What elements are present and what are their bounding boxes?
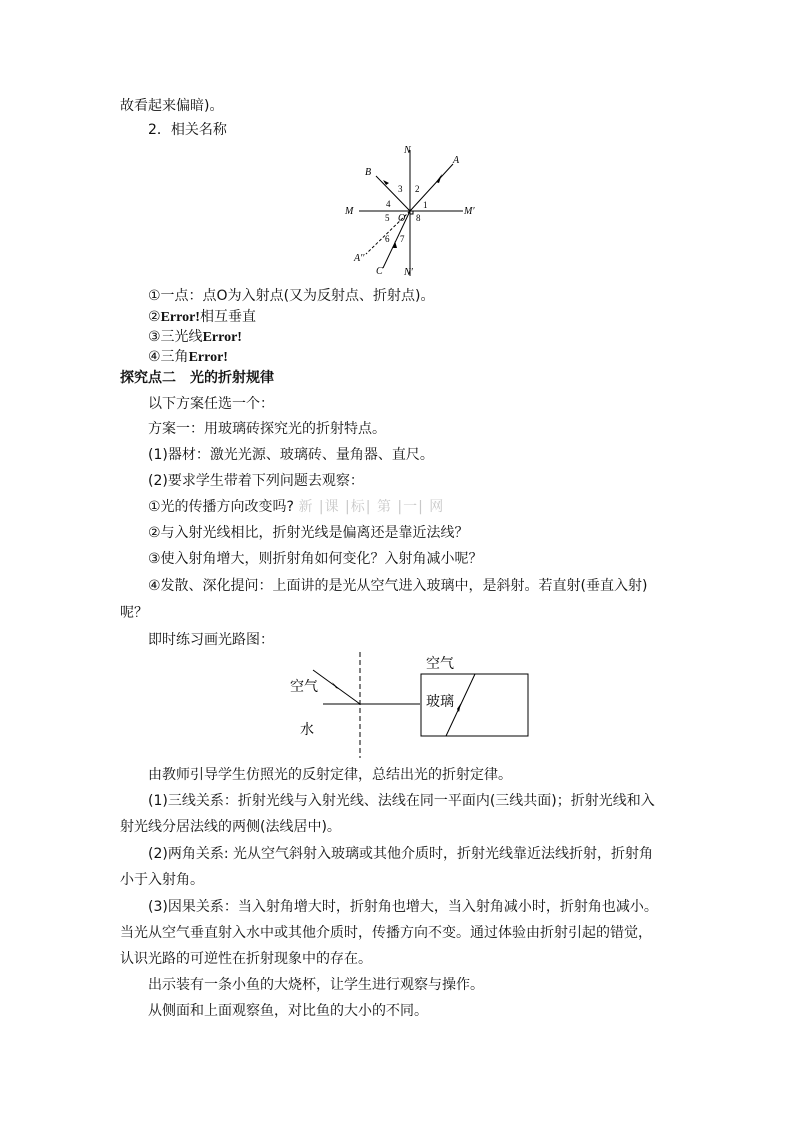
label-n-prime: N′ — [404, 267, 413, 278]
angle-1: 1 — [423, 200, 428, 210]
text-line: 呢？ — [120, 605, 148, 621]
text-line: 射光线分居法线的两侧(法线居中)。 — [120, 819, 341, 835]
angle-8: 8 — [416, 213, 421, 223]
error-text: Error! — [188, 350, 228, 365]
text-line: 故看起来偏暗)。 — [120, 98, 224, 114]
label-n: N — [404, 145, 411, 156]
label-m: M — [345, 206, 354, 217]
text-line — [148, 498, 444, 516]
label-a: A — [453, 155, 460, 166]
label-glass: 玻璃 — [426, 694, 454, 710]
text-line — [148, 348, 228, 367]
text-line: 出示装有一条小鱼的大烧杯，让学生进行观察与操作。 — [148, 977, 484, 993]
angle-2: 2 — [415, 184, 420, 194]
section-heading: 探究点二 光的折射规律 — [120, 370, 274, 386]
label-o: O — [398, 213, 406, 224]
text-line: 认识光路的可逆性在折射现象中的存在。 — [120, 951, 372, 967]
label-a-prime: A′′ — [354, 253, 365, 264]
label-c: C — [376, 266, 383, 277]
text-fragment: ④三角 — [148, 349, 189, 365]
text-line: (1)三线关系：折射光线与入射光线、法线在同一平面内(三线共面)；折射光线和入 — [148, 793, 655, 809]
angle-6: 6 — [385, 234, 390, 244]
angle-7: 7 — [400, 234, 405, 244]
label-water: 水 — [300, 722, 314, 738]
light-path-diagram — [338, 142, 488, 280]
angle-4: 4 — [386, 199, 391, 209]
text-line: (2)要求学生带着下列问题去观察： — [148, 473, 364, 489]
practice-light-path-diagram — [285, 650, 535, 760]
text-line: 从侧面和上面观察鱼，对比鱼的大小的不同。 — [148, 1003, 428, 1019]
text-fragment: 相互垂直 — [199, 309, 256, 325]
text-line — [148, 308, 256, 327]
error-text: Error! — [202, 330, 242, 345]
text-line: (1)器材：激光光源、玻璃砖、量角器、直尺。 — [148, 447, 434, 463]
watermark: 新 |课 |标| 第 |一| 网 — [298, 499, 445, 515]
text-fragment: ③三光线 — [148, 329, 203, 345]
text-line: 由教师引导学生仿照光的反射定律，总结出光的折射定律。 — [148, 767, 512, 783]
text-fragment: ② — [148, 309, 161, 325]
label-m-prime: M′ — [464, 206, 475, 217]
angle-3: 3 — [398, 184, 403, 194]
error-text: Error! — [160, 310, 200, 325]
text-line: 即时练习画光路图： — [148, 632, 274, 648]
label-b: B — [365, 167, 372, 178]
label-air: 空气 — [290, 679, 318, 695]
section-subtitle: 2．相关名称 — [148, 122, 227, 138]
angle-5: 5 — [385, 213, 390, 223]
text-line: ③使入射角增大，则折射角如何变化？入射角减小呢？ — [148, 551, 483, 567]
text-line: ①一点：点O为入射点(又为反射点、折射点)。 — [148, 288, 435, 304]
text-line: 以下方案任选一个： — [148, 396, 274, 412]
text-line: 方案一：用玻璃砖探究光的折射特点。 — [148, 421, 386, 437]
text-line: ④发散、深化提问：上面讲的是光从空气进入玻璃中，是斜射。若直射(垂直入射) — [148, 578, 648, 594]
text-line — [148, 328, 242, 347]
text-line: 小于入射角。 — [120, 872, 204, 888]
text-line: (3)因果关系：当入射角增大时，折射角也增大，当入射角减小时，折射角也减小。 — [148, 899, 658, 915]
label-air-top: 空气 — [426, 656, 454, 672]
text-line: (2)两角关系: 光从空气斜射入玻璃或其他介质时，折射光线靠近法线折射，折射角 — [148, 846, 653, 862]
text-fragment: ①光的传播方向改变吗? — [148, 499, 294, 515]
text-line: ②与入射光线相比，折射光线是偏离还是靠近法线？ — [148, 525, 469, 541]
text-line: 当光从空气垂直射入水中或其他介质时，传播方向不变。通过体验由折射引起的错觉， — [120, 925, 652, 941]
